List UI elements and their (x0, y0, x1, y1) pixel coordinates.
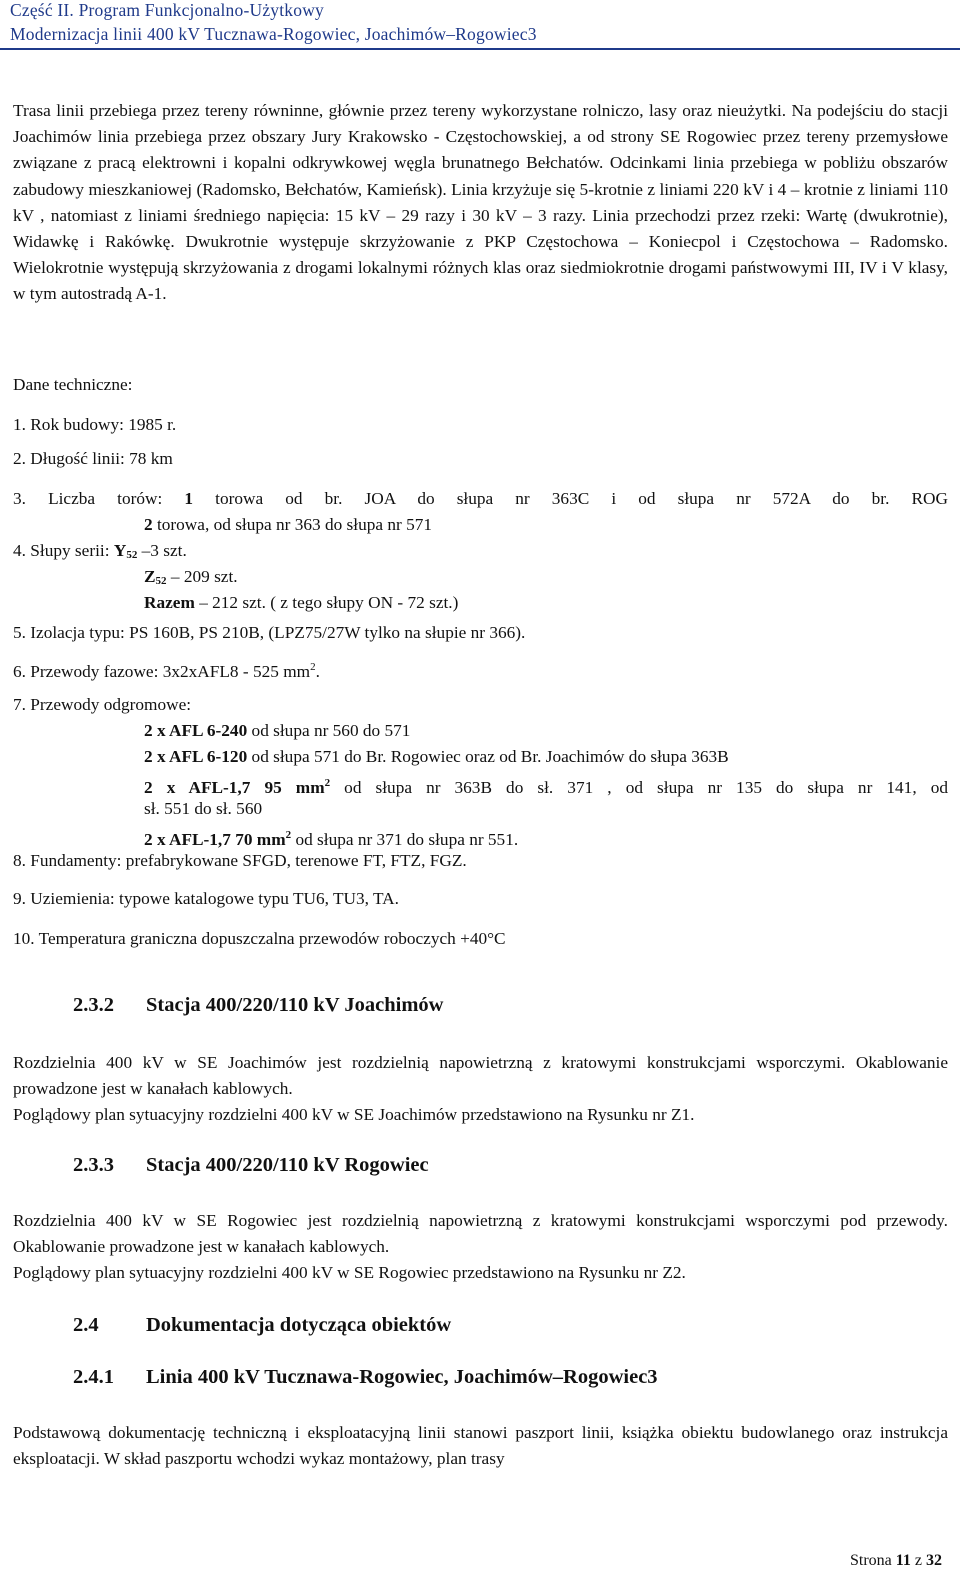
tech-item-1: 1. Rok budowy: 1985 r. (13, 415, 177, 434)
poles-razem-label: Razem (144, 593, 195, 612)
tracks-prefix: 3. Liczba torów: (13, 489, 163, 508)
tracks-text-1: torowa od br. JOA do słupa nr 363C i od słupa nr 572A do br. ROG (215, 489, 948, 508)
heading-title: Dokumentacja dotycząca obiektów (146, 1314, 452, 1336)
ground-wire-1-text: od słupa nr 560 do 571 (251, 721, 411, 740)
ground-wire-row-2 (144, 744, 729, 770)
heading-number: 2.4.1 (73, 1366, 114, 1388)
heading-number: 2.4 (73, 1314, 99, 1336)
ground-wire-4-text: od słupa nr 371 do słupa nr 551. (295, 830, 519, 849)
ground-wire-row-3 (144, 770, 948, 801)
poles-y-text: –3 szt. (141, 541, 187, 560)
heading-title: Stacja 400/220/110 kV Joachimów (146, 994, 444, 1016)
poles-y-letter: Y (113, 541, 127, 560)
tracks-text-2: torowa, od słupa nr 363 do słupa nr 571 (156, 515, 432, 534)
tech-item-6 (13, 654, 320, 685)
heading-title: Stacja 400/220/110 kV Rogowiec (146, 1154, 429, 1176)
tech-item-5: 5. Izolacja typu: PS 160B, PS 210B, (LPZ75/27W tylko na słupie nr 366). (13, 623, 526, 642)
tech-item-9: 9. Uziemienia: typowe katalogowe typu TU6, TU3, TA. (13, 889, 399, 908)
page-footer (850, 1552, 942, 1570)
tech-item-8: 8. Fundamenty: prefabrykowane SFGD, terenowe FT, FTZ, FGZ. (13, 851, 467, 870)
poles-prefix: 4. Słupy serii: (13, 541, 110, 560)
tech-data-label: Dane techniczne: (13, 375, 133, 394)
poles-z-text: – 209 szt. (170, 567, 238, 586)
tech-item-3-cont (144, 512, 432, 538)
ground-wire-row-3-cont: sł. 551 do sł. 560 (144, 799, 263, 818)
footer-page-number: 11 (895, 1552, 911, 1569)
ground-wire-4-type: 2 x AFL-1,7 70 mm (144, 830, 286, 849)
phase-wires-text: 6. Przewody fazowe: 3x2xAFL8 - 525 mm (13, 662, 311, 681)
footer-prefix: Strona (849, 1552, 892, 1569)
poles-z-letter: Z (144, 567, 156, 586)
tracks-value-2: 2 (144, 515, 153, 534)
heading-number: 2.3.2 (73, 994, 114, 1016)
ground-wire-row-1 (144, 718, 410, 744)
header-line-1: Część II. Program Funkcjonalno-Użytkowy (10, 0, 324, 20)
ground-wire-2-type: 2 x AFL 6-120 (144, 747, 248, 766)
ground-wire-2-text: od słupa 571 do Br. Rogowiec oraz od Br. Joachimów do słupa 363B (251, 747, 729, 766)
s233-paragraph-1: Rozdzielnia 400 kV w SE Rogowiec jest rozdzielnią napowietrzną z kratowymi konstrukcjami wsporczymi pod przewody. Okablowanie prowadzone jest w kanałach kablowych. (13, 1211, 948, 1257)
ground-wire-3-text: od słupa nr 363B do sł. 371 , od słupa nr 135 do słupa nr 141, od (344, 778, 948, 797)
tech-item-7-label: 7. Przewody odgromowe: (13, 695, 192, 714)
footer-mid: z (914, 1552, 922, 1569)
ground-wire-3-type: 2 x AFL-1,7 95 mm (144, 778, 325, 797)
poles-z-sub: 52 (155, 575, 167, 587)
s233-paragraph-2: Poglądowy plan sytuacyjny rozdzielni 400 kV w SE Rogowiec przedstawiono na Rysunku nr Z2. (13, 1263, 686, 1282)
heading-title: Linia 400 kV Tucznawa-Rogowiec, Joachimów–Rogowiec3 (146, 1366, 658, 1388)
phase-wires-sup: 2 (310, 661, 316, 673)
header-rule (0, 48, 960, 50)
page-header (0, 0, 960, 50)
s232-paragraph-2: Poglądowy plan sytuacyjny rozdzielni 400 kV w SE Joachimów przedstawiono na Rysunku nr Z1. (13, 1105, 695, 1124)
s241-paragraph-1: Podstawową dokumentację techniczną i eksploatacyjną linii stanowi paszport linii, książka obiektu budowlanego oraz instrukcja eksploatacji. W skład paszportu wchodzi wykaz montażowy, plan trasy (13, 1423, 948, 1469)
ground-wire-4-sup: 2 (285, 829, 292, 841)
footer-page-total: 32 (926, 1552, 942, 1569)
tracks-value-1: 1 (184, 489, 194, 508)
intro-paragraph: Trasa linii przebiega przez tereny równinne, głównie przez tereny wykorzystane rolniczo, lasy oraz nieużytki. Na podejściu do stacji Joachimów linia przebiega przez obszary Jury Krakowsko - Częstochowskiej, a od strony SE Rogowiec przez tereny przemysłowe związane z pracą elektrowni i kopalni odkrywkowej węgla brunatnego Bełchatów. Odcinkami linia przebiega w pobliżu obszarów zabudowy mieszkaniowej (Radomsko, Bełchatów, Kamieńsk). Linia krzyżuje się 5-krotnie z liniami 220 kV i 4 – krotnie z liniami 110 kV , natomiast z liniami średniego napięcia: 15 kV – 29 razy i 30 kV – 3 razy. Linia przechodzi przez rzeki: Wartę (dwukrotnie), Widawkę i Rakówkę. Dwukrotnie występuje skrzyżowanie z PKP Częstochowa – Koniecpol i Częstochowa – Radomsko. Wielokrotnie występują skrzyżowania z drogami lokalnymi różnych klas oraz siedmiokrotnie drogami państwowymi III, IV i V klasy, w tym autostradą A-1. (13, 101, 948, 304)
ground-wire-3-sup: 2 (324, 777, 331, 789)
s232-paragraph-1: Rozdzielnia 400 kV w SE Joachimów jest rozdzielnią napowietrzną z kratowymi konstrukcjami wsporczymi. Okablowanie prowadzone jest w kanałach kablowych. (13, 1053, 948, 1099)
tech-item-10: 10. Temperatura graniczna dopuszczalna przewodów roboczych +40°C (13, 929, 506, 948)
tech-item-4-razem (144, 590, 458, 616)
ground-wire-1-type: 2 x AFL 6-240 (144, 721, 248, 740)
header-line-2: Modernizacja linii 400 kV Tucznawa-Rogowiec, Joachimów–Rogowiec3 (10, 24, 537, 44)
tech-item-3 (13, 486, 948, 512)
tech-item-2: 2. Długość linii: 78 km (13, 449, 173, 468)
phase-wires-end: . (315, 662, 320, 681)
poles-y-sub: 52 (126, 549, 138, 561)
poles-razem-text: – 212 szt. ( z tego słupy ON - 72 szt.) (199, 593, 459, 612)
heading-number: 2.3.3 (73, 1154, 114, 1176)
